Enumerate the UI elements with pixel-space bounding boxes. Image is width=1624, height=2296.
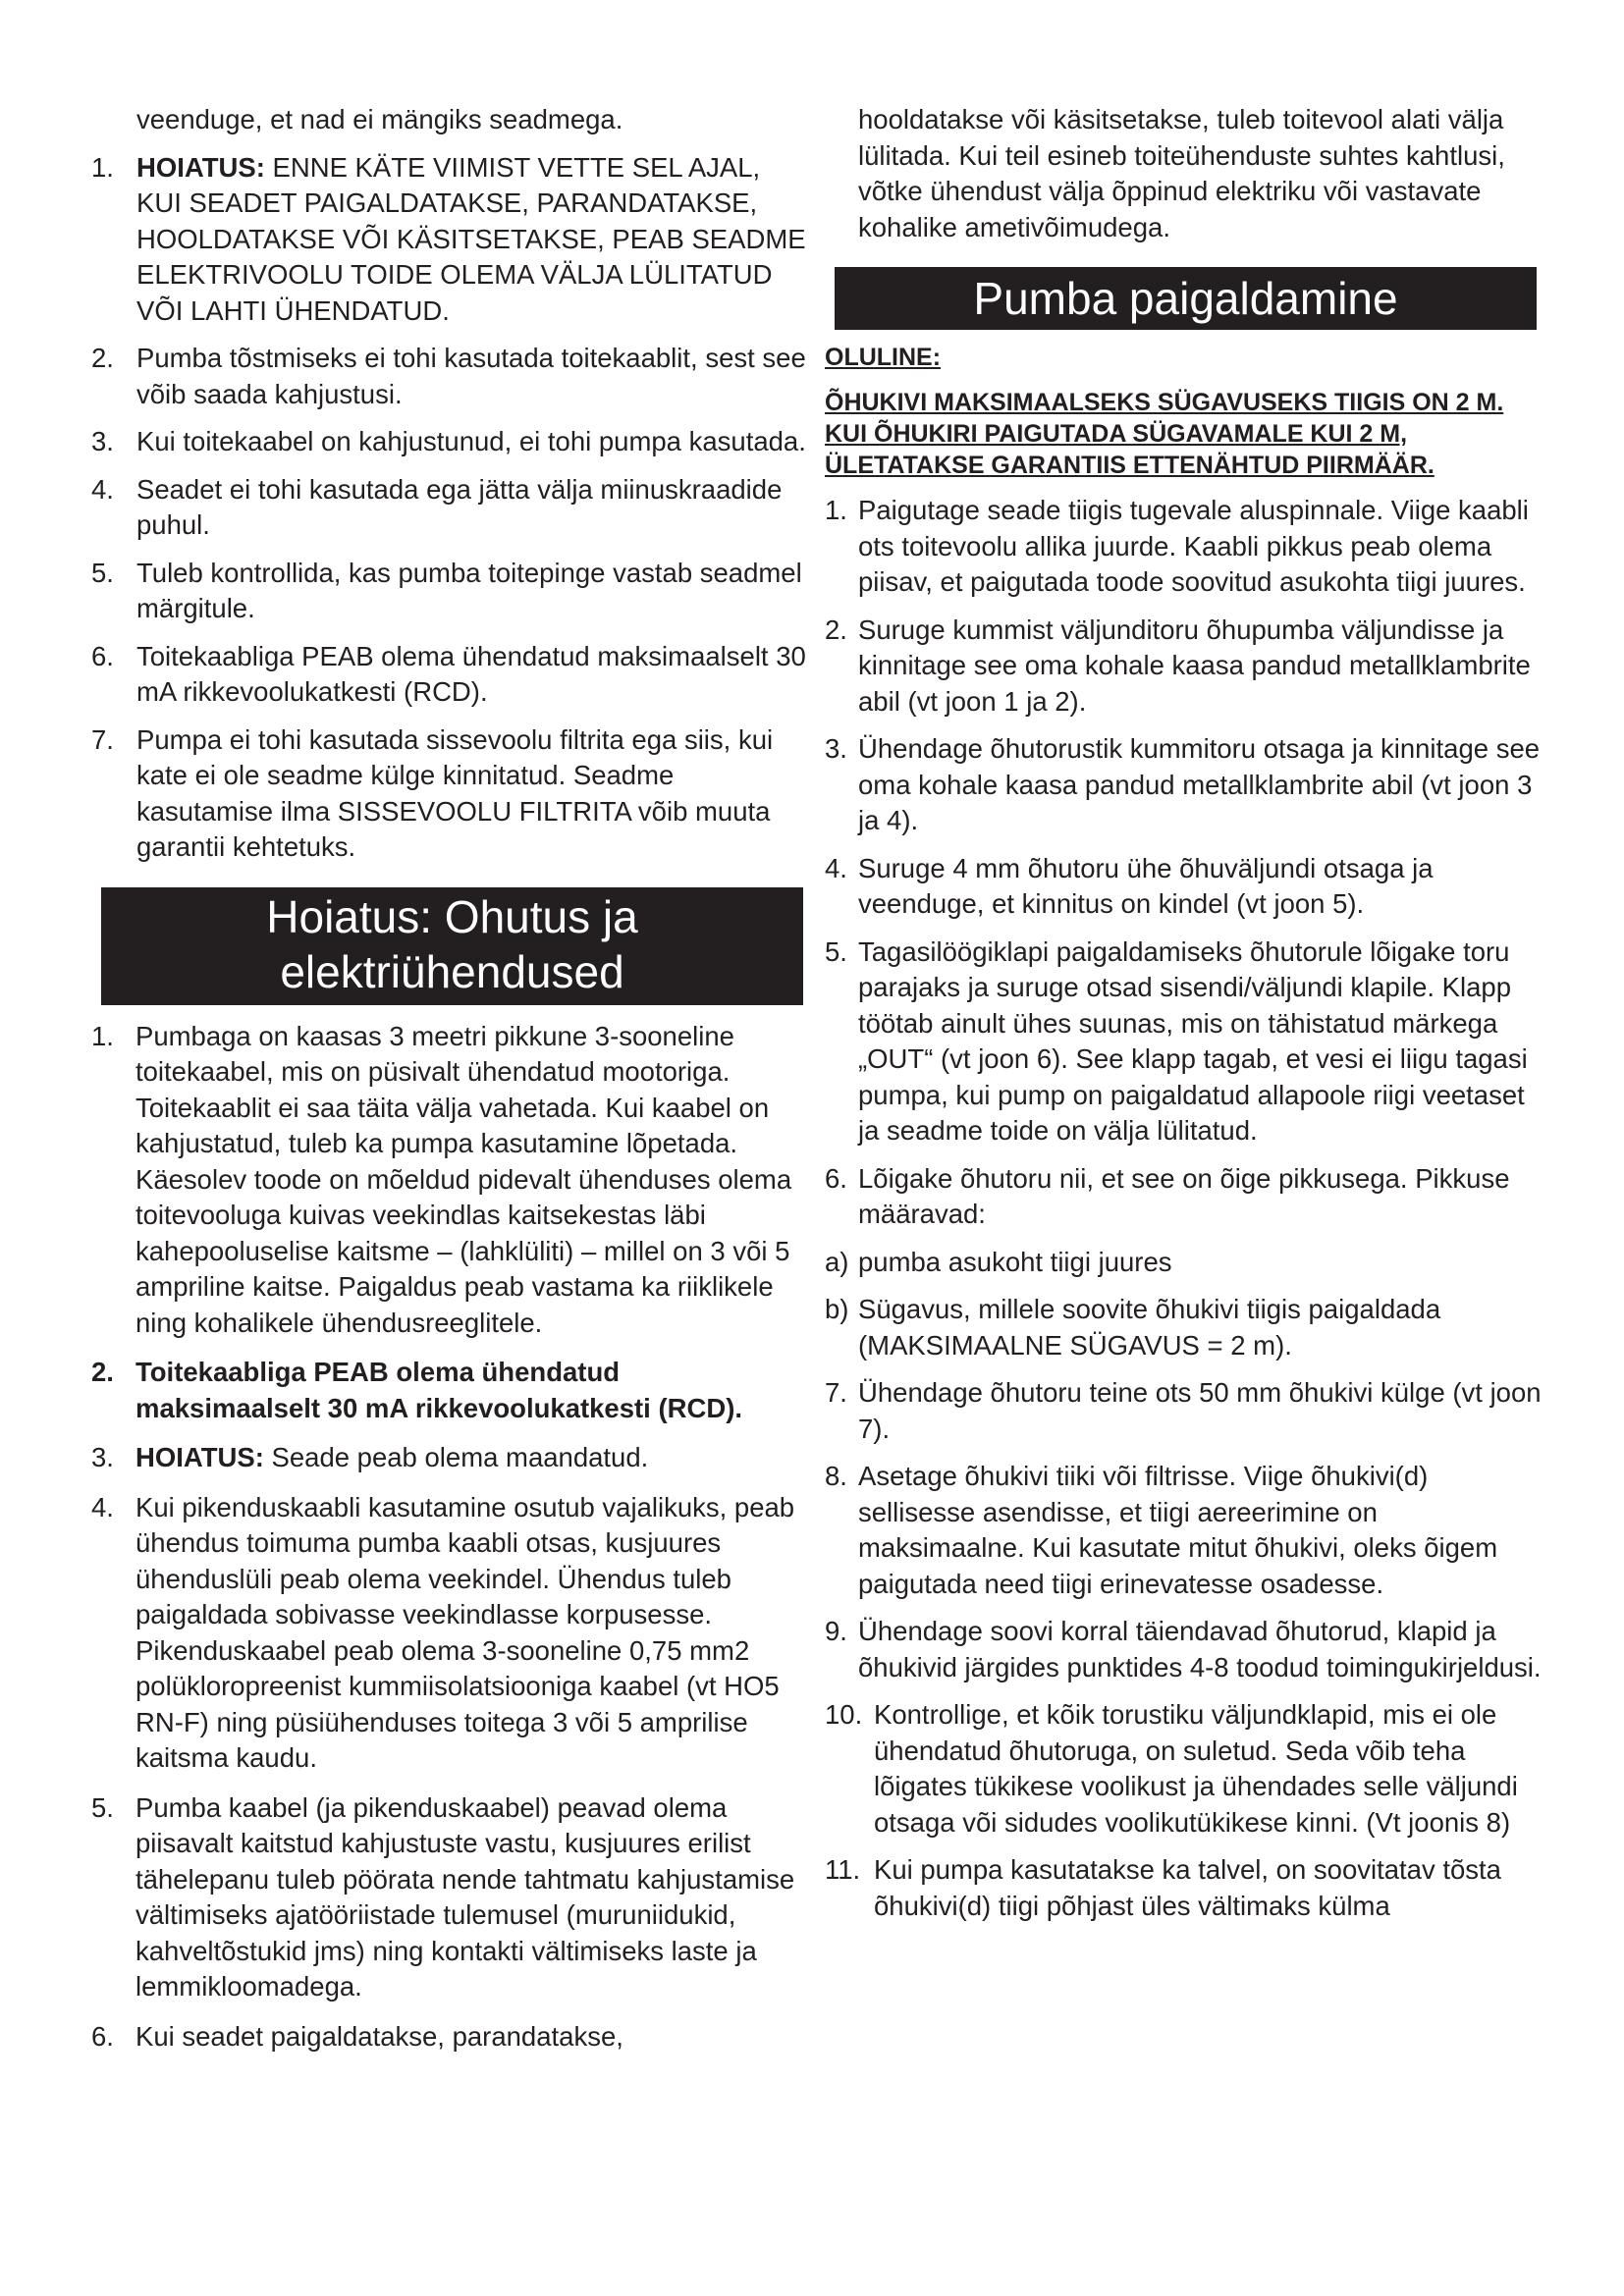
list-item bbox=[91, 341, 808, 412]
item-text: Ühendage õhutorustik kummitoru otsaga ja kinnitage see oma kohale kaasa pandud metallklambrite abil (vt joon 3 ja 4). bbox=[858, 733, 1541, 835]
list-item bbox=[91, 472, 808, 544]
item-text: Pumbaga on kaasas 3 meetri pikkune 3-sooneline toitekaabel, mis on püsivalt ühendatud mootoriga. Toitekaablit ei saa täita välja vahetada. Kui kaabel on kahjustatud, tuleb ka pumpa kasutamine lõpetada. Käesolev toode on mõeldud pidevalt ühenduses olema toitevooluga kuivas veekindlas kaitsekestas läbi kahepooluselise kaitsme – (lahklüliti) – millel on 3 või 5 ampriline kaitse. Paigaldus peab vastama ka riiklikele ning kohalikele ühendusreeglitele. bbox=[135, 1020, 792, 1338]
list-item bbox=[825, 731, 1542, 839]
list-item bbox=[825, 1292, 1542, 1363]
list-item bbox=[825, 1459, 1542, 1602]
list-item bbox=[91, 2019, 808, 2056]
item-number: 11. bbox=[825, 1854, 861, 1885]
item-text: Seadet ei tohi kasutada ega jätta välja miinuskraadide puhul. bbox=[136, 473, 783, 540]
item-text: pumba asukoht tiigi juures bbox=[858, 1246, 1172, 1277]
list-item bbox=[825, 613, 1542, 721]
left-intro-text: veenduge, et nad ei mängiks seadmega. bbox=[136, 104, 623, 134]
warning-label: HOIATUS: bbox=[135, 1442, 264, 1472]
item-number: 5. bbox=[91, 557, 114, 588]
item-text: Asetage õhukivi tiiki või filtrisse. Viige õhukivi(d) sellisesse asendisse, et tiigi aereerimine on maksimaalne. Kui kasutate mitut õhukivi, oleks õigem paigutada need tiigi erinevatesse osadesse. bbox=[858, 1461, 1498, 1599]
list-item bbox=[825, 1614, 1542, 1685]
item-number: 7. bbox=[91, 723, 114, 755]
item-text: ENNE KÄTE VIIMIST VETTE SEL AJAL, KUI SEADET PAIGALDATAKSE, PARANDATAKSE, HOOLDATAKSE VÕI KÄSITSETAKSE, PEAB SEADME ELEKTRIVOOLU TOIDE OLEMA VÄLJA LÜLITATUD VÕI LAHTI ÜHENDATUD. bbox=[136, 151, 806, 326]
section-heading-installation: Pumba paigaldamine bbox=[835, 267, 1537, 330]
item-text: Kui pumpa kasutatakse ka talvel, on soovitatav tõsta õhukivi(d) tiigi põhjast üles vältimaks külma bbox=[874, 1854, 1501, 1921]
item-text: Pumba kaabel (ja pikenduskaabel) peavad olema piisavalt kaitstud kahjustuste vastu, kusjuures erilist tähelepanu tuleb pöörata nende tahtmatu kahjustamise vältimiseks ajatööriistade tulemusel (muruniidukid, kahveltõstukid jms) ning kontakti vältimiseks laste ja lemmikloomadega. bbox=[135, 1791, 795, 2002]
list-item bbox=[825, 1375, 1542, 1447]
item-text: Lõigake õhutoru nii, et see on õige pikkusega. Pikkuse määravad: bbox=[858, 1162, 1510, 1229]
item-number: 4. bbox=[91, 473, 114, 505]
item-text: Kui seadet paigaldatakse, parandatakse, bbox=[135, 2020, 623, 2052]
item-number: 4. bbox=[825, 852, 847, 883]
item-number: 5. bbox=[825, 935, 847, 967]
section-heading-safety: Hoiatus: Ohutus ja elektriühendused bbox=[101, 887, 803, 1005]
item-number: 1. bbox=[91, 1020, 114, 1051]
item-number: 6. bbox=[91, 2020, 114, 2052]
item-text: Toitekaabliga PEAB olema ühendatud maksimaalselt 30 mA rikkevoolukatkesti (RCD). bbox=[135, 1357, 742, 1423]
item-text: Toitekaabliga PEAB olema ühendatud maksimaalselt 30 mA rikkevoolukatkesti (RCD). bbox=[136, 640, 806, 707]
list-item bbox=[91, 639, 808, 711]
item-text: Suruge kummist väljunditoru õhupumba väljundisse ja kinnitage see oma kohale kaasa pandud metallklambrite abil (vt joon 1 ja 2). bbox=[858, 614, 1531, 717]
list-item bbox=[825, 493, 1542, 601]
item-text: Ühendage õhutoru teine ots 50 mm õhukivi külge (vt joon 7). bbox=[858, 1377, 1542, 1444]
warning-label: HOIATUS: bbox=[136, 151, 265, 183]
item-number: 1. bbox=[91, 151, 114, 183]
item-number: 3. bbox=[91, 1442, 114, 1472]
item-number: b) bbox=[825, 1294, 849, 1324]
item-number: 1. bbox=[825, 495, 847, 525]
right-column bbox=[825, 102, 1542, 1924]
important-notice: ÕHUKIVI MAKSIMAALSEKS SÜGAVUSEKS TIIGIS ON 2 M. KUI ÕHUKIRI PAIGUTADA SÜGAVAMALE KUI 2 M, ÜLETATAKSE GARANTIIS ETTENÄHTUD PIIRMÄÄR. bbox=[825, 389, 1504, 479]
list-item bbox=[91, 1355, 808, 1426]
list-item bbox=[91, 722, 808, 866]
item-number: 10. bbox=[825, 1699, 863, 1730]
item-text: Suruge 4 mm õhutoru ühe õhuväljundi otsaga ja veenduge, et kinnitus on kindel (vt joon 5). bbox=[858, 852, 1434, 919]
item-number: 5. bbox=[91, 1791, 114, 1823]
left-column bbox=[91, 102, 808, 2055]
item-number: 6. bbox=[825, 1162, 847, 1194]
item-text: Pumba tõstmiseks ei tohi kasutada toitekaablit, sest see võib saada kahjustusi. bbox=[136, 343, 806, 409]
item-text: Tagasilöögiklapi paigaldamiseks õhutorule lõigake toru parajaks ja suruge otsad sisendi/väljundi klapile. Klapp töötab ainult ühes suunas, mis on tähistatud märkega „OUT“ (vt joon 6). See klapp tagab, et vesi ei liigu tagasi pumpa, kui pump on paigaldatud allapoole riigi veetaset ja seadme toide on välja lülitatud. bbox=[858, 935, 1528, 1146]
item-text: Kontrollige, et kõik torustiku väljundklapid, mis ei ole ühendatud õhutoruga, on suletud. Seda võib teha lõigates tükikese voolikust ja ühendades selle väljundi otsaga või sidudes voolikutükikese kinni. (Vt joonis 8) bbox=[874, 1699, 1518, 1838]
item-text: Sügavus, millele soovite õhukivi tiigis paigaldada (MAKSIMAALNE SÜGAVUS = 2 m). bbox=[858, 1294, 1441, 1361]
list-item bbox=[825, 1852, 1542, 1924]
list-item bbox=[91, 150, 808, 330]
list-item bbox=[825, 934, 1542, 1149]
item-number: 4. bbox=[91, 1491, 114, 1522]
item-text: Paigutage seade tiigis tugevale aluspinnale. Viige kaabli ots toitevoolu allika juurde. Kaabli pikkus peab olema piisav, et paigutada toode soovitud asukohta tiigi juures. bbox=[858, 495, 1529, 597]
list-item bbox=[825, 1697, 1542, 1841]
important-label: OLULINE: bbox=[825, 344, 942, 371]
safety-list-top bbox=[91, 150, 808, 866]
item-text: Pumpa ei tohi kasutada sissevoolu filtrita ega siis, kui kate ei ole seadme külge kinnitatud. Seadme kasutamise ilma SISSEVOOLU FILTRITA võib muuta garantii kehtetuks. bbox=[136, 723, 774, 862]
item-number: 9. bbox=[825, 1616, 847, 1646]
item-text: Seade peab olema maandatud. bbox=[263, 1442, 649, 1472]
item-number: 3. bbox=[825, 733, 847, 764]
item-text: Tuleb kontrollida, kas pumba toitepinge vastab seadmel märgitule. bbox=[136, 557, 802, 623]
item-number: 7. bbox=[825, 1377, 847, 1408]
item-number: 3. bbox=[91, 426, 114, 456]
right-intro-text: hooldatakse või käsitsetakse, tuleb toitevool alati välja lülitada. Kui teil esineb toiteühenduste suhtes kahtlusi, võtke ühendust välja õppinud elektriku või vastavate kohalike ametivõimudega. bbox=[858, 104, 1505, 242]
list-item bbox=[91, 1019, 808, 1342]
item-number: a) bbox=[825, 1246, 849, 1277]
item-number: 2. bbox=[91, 343, 114, 373]
item-text: Kui toitekaabel on kahjustunud, ei tohi pumpa kasutada. bbox=[136, 426, 806, 456]
installation-steps bbox=[825, 493, 1542, 1924]
list-item bbox=[91, 1790, 808, 2005]
list-item bbox=[91, 424, 808, 460]
list-item bbox=[91, 1440, 808, 1476]
item-number: 2. bbox=[91, 1357, 114, 1387]
item-number: 6. bbox=[91, 640, 114, 671]
list-item bbox=[825, 1245, 1542, 1281]
list-item bbox=[91, 556, 808, 627]
list-item bbox=[825, 851, 1542, 923]
list-item bbox=[825, 1161, 1542, 1233]
electrical-list bbox=[91, 1019, 808, 2056]
item-text: Ühendage soovi korral täiendavad õhutorud, klapid ja õhukivid järgides punktides 4-8 toodud toimingukirjeldusi. bbox=[858, 1616, 1542, 1682]
item-number: 2. bbox=[825, 614, 847, 645]
list-item bbox=[91, 1490, 808, 1777]
item-number: 8. bbox=[825, 1461, 847, 1491]
item-text: Kui pikenduskaabli kasutamine osutub vajalikuks, peab ühendus toimuma pumba kaabli otsas, kusjuures ühenduslüli peab olema veekindel. Ühendus tuleb paigaldada sobivasse veekindlasse korpusesse. Pikenduskaabel peab olema 3-sooneline 0,75 mm2 polükloropreenist kummiisolatsiooniga kaabel (vt HO5 RN-F) ning püsiühenduses toitega 3 või 5 amprilise kaitsma kaudu. bbox=[135, 1491, 795, 1773]
